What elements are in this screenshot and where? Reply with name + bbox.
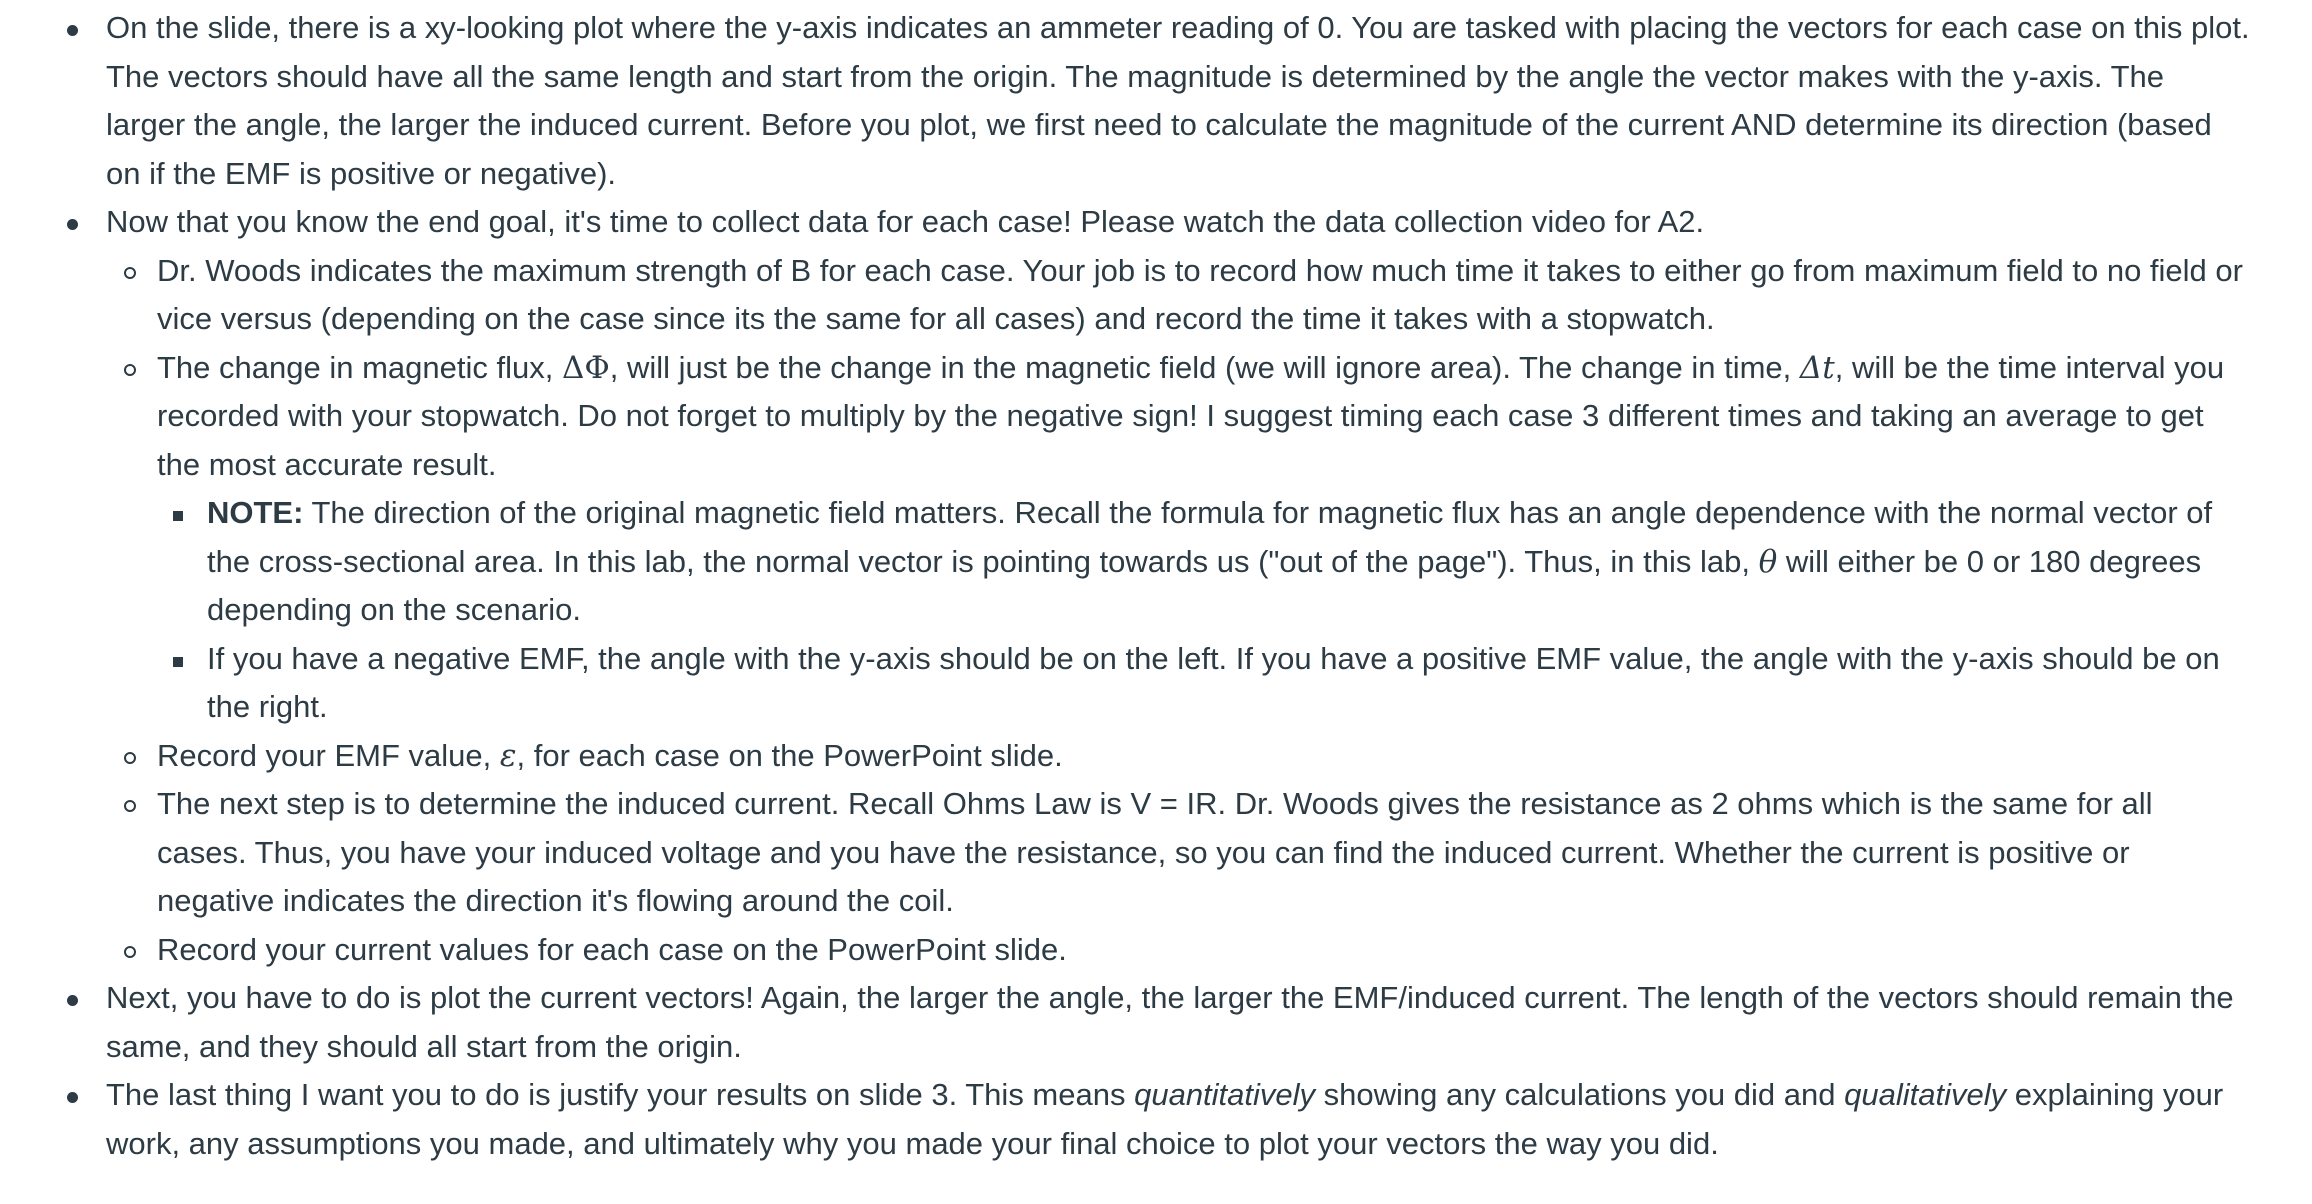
disc-bullet	[67, 219, 78, 230]
list-item-text: Record your EMF value,	[157, 737, 500, 773]
circle-bullet	[124, 752, 136, 764]
delta-phi-symbol: ΔΦ	[561, 349, 610, 386]
emphasis-qualitatively: qualitatively	[1844, 1077, 2007, 1112]
disc-bullet	[67, 1092, 78, 1103]
sub-list-item	[0, 926, 2250, 975]
list-item-text: explaining your work, any assumptions you made, and ultimately why you made your final choice to plot your vectors the way you did.	[106, 1077, 2224, 1161]
disc-bullet	[67, 995, 78, 1006]
list-item-text: Dr. Woods indicates the maximum strength of B for each case. Your job is to record how much time it takes to either go from maximum field to no field or vice versus (depending on the case since its the same for all cases) and record the time it takes with a stopwatch.	[157, 252, 2243, 336]
list-item-text: showing any calculations you did and	[1315, 1077, 1845, 1112]
circle-bullet	[124, 364, 136, 376]
instructions-content	[0, 4, 2250, 1168]
square-bullet	[173, 511, 183, 521]
emphasis-quantitatively: quantitatively	[1134, 1077, 1316, 1112]
sub-sub-list-item	[0, 635, 2250, 732]
sub-list	[0, 247, 2250, 975]
square-bullet	[173, 657, 183, 667]
sub-list-item	[0, 247, 2250, 344]
note-label: NOTE:	[207, 495, 304, 530]
list-item-text: If you have a negative EMF, the angle with the y-axis should be on the left. If you have a positive EMF value, the angle with the y-axis should be on the right.	[207, 640, 2220, 724]
sub-list-item	[0, 344, 2250, 732]
sub-list-item	[0, 780, 2250, 926]
circle-bullet	[124, 800, 136, 812]
sub-sub-list	[0, 489, 2250, 732]
list-item-text: Next, you have to do is plot the current vectors! Again, the larger the angle, the larger the EMF/induced current. The length of the vectors should remain the same, and they should all start from the origin.	[106, 980, 2234, 1064]
delta-t-symbol: Δt	[1799, 349, 1835, 386]
list-item-text: The change in magnetic flux,	[157, 349, 562, 385]
epsilon-symbol: ε	[499, 737, 517, 774]
list-item-text: , will be the time interval you recorded with your stopwatch. Do not forget to multiply by the negative sign! I suggest timing each case 3 different times and taking an average to get the most accurate result.	[157, 349, 2225, 482]
sub-list-item	[0, 732, 2250, 781]
list-item	[0, 974, 2250, 1071]
list-item-text: On the slide, there is a xy-looking plot where the y-axis indicates an ammeter reading of 0. You are tasked with placing the vectors for each case on this plot. The vectors should have all the same length and start from the origin. The magnitude is determined by the angle the vector makes with the y-axis. The larger the angle, the larger the induced current. Before you plot, we first need to calculate the magnitude of the current AND determine its direction (based on if the EMF is positive or negative).	[106, 10, 2250, 191]
disc-bullet	[67, 25, 78, 36]
theta-symbol: θ	[1758, 543, 1778, 580]
list-item-text: , will just be the change in the magnetic field (we will ignore area). The change in time,	[609, 349, 1800, 385]
instructions-list	[0, 4, 2250, 1168]
circle-bullet	[124, 267, 136, 279]
sub-sub-list-item	[0, 489, 2250, 635]
list-item-text: , for each case on the PowerPoint slide.	[516, 737, 1063, 773]
list-item-text: will either be 0 or 180 degrees depending on the scenario.	[207, 543, 2202, 627]
list-item	[0, 198, 2250, 974]
list-item-text: Now that you know the end goal, it's time to collect data for each case! Please watch the data collection video for A2.	[106, 204, 1705, 239]
list-item-text: The direction of the original magnetic field matters. Recall the formula for magnetic flux has an angle dependence with the normal vector of the cross-sectional area. In this lab, the normal vector is pointing towards us ("out of the page"). Thus, in this lab,	[207, 495, 2213, 579]
list-item	[0, 4, 2250, 198]
list-item	[0, 1071, 2250, 1168]
circle-bullet	[124, 946, 136, 958]
list-item-text: Record your current values for each case on the PowerPoint slide.	[157, 931, 1067, 967]
list-item-text: The next step is to determine the induced current. Recall Ohms Law is V = IR. Dr. Woods gives the resistance as 2 ohms which is the same for all cases. Thus, you have your induced voltage and you have the resistance, so you can find the induced current. Whether the current is positive or negative indicates the direction it's flowing around the coil.	[157, 786, 2153, 918]
list-item-text: The last thing I want you to do is justify your results on slide 3. This means	[106, 1077, 1135, 1112]
